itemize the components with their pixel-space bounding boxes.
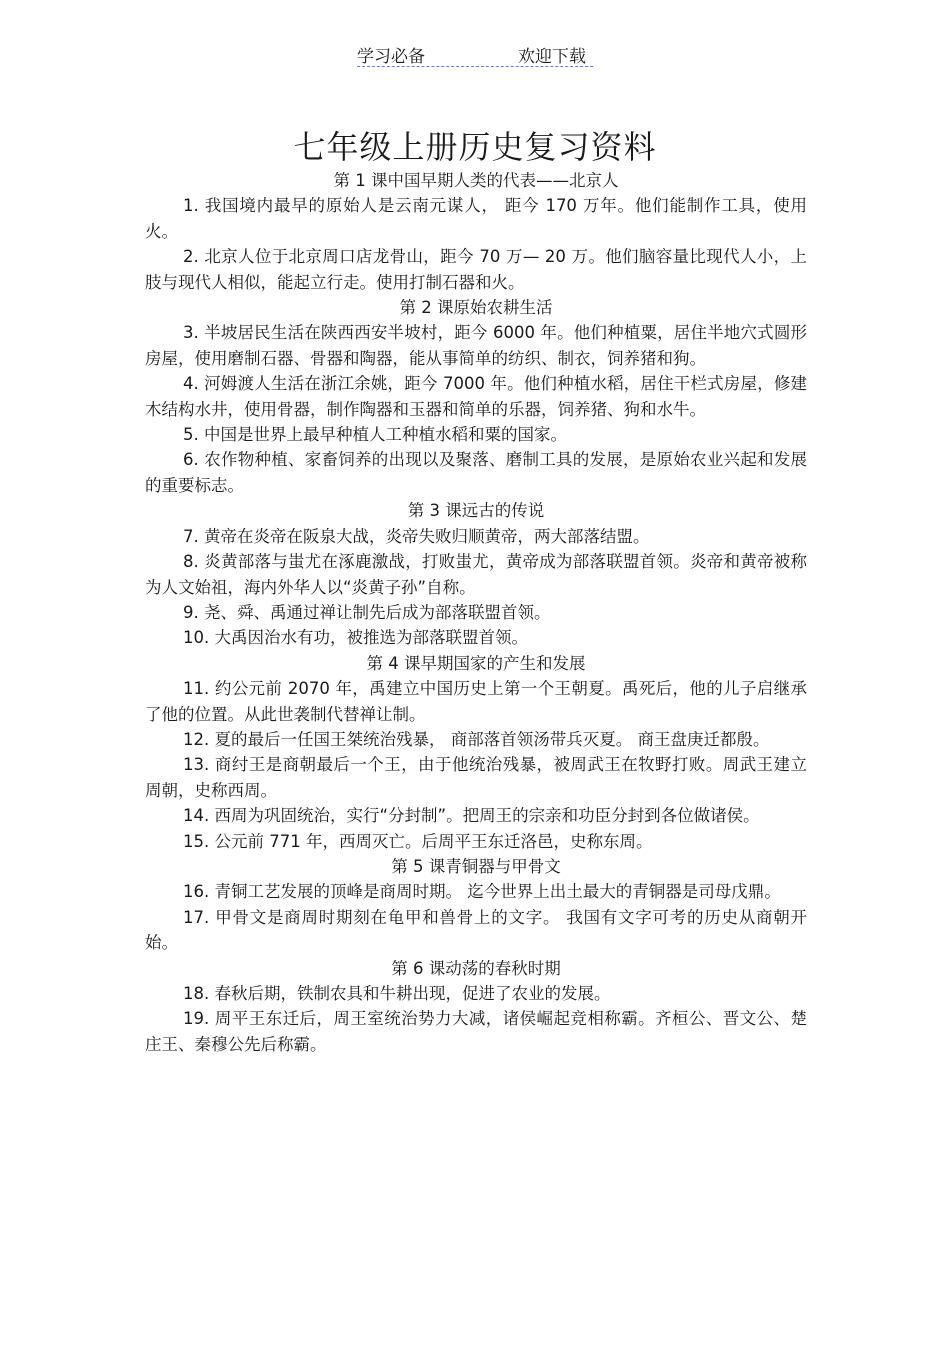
list-item: 7. 黄帝在炎帝在阪泉大战，炎帝失败归顺黄帝，两大部落结盟。 — [183, 526, 650, 546]
lesson-heading: 第 6 课动荡的春秋时期 — [391, 958, 561, 978]
list-item: 8. 炎黄部落与蚩尤在涿鹿激战，打败蚩尤，黄帝成为部落联盟首领。炎帝和黄帝被称为人文始祖，海内外华人以“炎黄子孙”自称。 — [145, 552, 807, 597]
lesson-heading: 第 5 课青铜器与甲骨文 — [391, 856, 561, 876]
lesson-heading: 第 2 课原始农耕生活 — [399, 298, 553, 318]
list-item: 5. 中国是世界上最早种植人工种植水稻和粟的国家。 — [183, 425, 567, 445]
list-item: 9. 尧、舜、禹通过禅让制先后成为部落联盟首领。 — [183, 602, 551, 622]
list-item: 3. 半坡居民生活在陕西西安半坡村，距今 6000 年。他们种植粟，居住半地穴式圆形房屋，使用磨制石器、骨器和陶器，能从事简单的纺织、制衣，饲养猪和狗。 — [145, 323, 807, 368]
list-item: 18. 春秋后期，铁制农具和牛耕出现，促进了农业的发展。 — [183, 984, 611, 1003]
page-header — [357, 40, 593, 67]
list-item: 13. 商纣王是商朝最后一个王，由于他统治残暴，被周武王在牧野打败。周武王建立周朝，史称西周。 — [145, 755, 807, 800]
list-item: 2. 北京人位于北京周口店龙骨山，距今 70 万— 20 万。他们脑容量比现代人小，上肢与现代人相似，能起立行走。使用打制石器和火。 — [145, 247, 807, 292]
list-item: 16. 青铜工艺发展的顶峰是商周时期。 迄今世界上出土最大的青铜器是司母戊鼎。 — [183, 882, 781, 902]
lesson-heading: 第 1 课中国早期人类的代表——北京人 — [333, 171, 619, 190]
list-item: 4. 河姆渡人生活在浙江余姚，距今 7000 年。他们种植水稻，居住干栏式房屋，修建木结构水井，使用骨器，制作陶器和玉器和简单的乐器，饲养猪、狗和水牛。 — [145, 374, 807, 419]
list-item: 6. 农作物种植、家畜饲养的出现以及聚落、磨制工具的发展，是原始农业兴起和发展的重要标志。 — [145, 450, 807, 495]
list-item: 11. 约公元前 2070 年，禹建立中国历史上第一个王朝夏。禹死后，他的儿子启继承了他的位置。从此世袭制代替禅让制。 — [145, 679, 807, 724]
document-title: 七年级上册历史复习资料 — [293, 128, 657, 166]
list-item: 12. 夏的最后一任国王桀统治残暴， 商部落首领汤带兵灭夏。 商王盘庚迁都殷。 — [183, 729, 770, 749]
list-item: 17. 甲骨文是商周时期刻在龟甲和兽骨上的文字。 我国有文字可考的历史从商朝开始。 — [145, 907, 807, 953]
lesson-heading: 第 3 课远古的传说 — [407, 501, 545, 521]
header-right-text: 欢迎下载 — [518, 47, 586, 67]
list-item: 14. 西周为巩固统治，实行“分封制”。把周王的宗亲和功臣分封到各位做诸侯。 — [183, 806, 760, 826]
header-left-text: 学习必备 — [357, 47, 425, 67]
list-item: 19. 周平王东迁后，周王室统治势力大减，诸侯崛起竞相称霸。齐桓公、晋文公、楚庄王、秦穆公先后称霸。 — [145, 1009, 807, 1054]
list-item: 1. 我国境内最早的原始人是云南元谋人， 距今 170 万年。他们能制作工具，使用火。 — [145, 196, 807, 241]
document-body — [145, 168, 807, 1057]
list-item: 15. 公元前 771 年，西周灭亡。后周平王东迁洛邑，史称东周。 — [183, 831, 653, 851]
list-item: 10. 大禹因治水有功，被推选为部落联盟首领。 — [183, 628, 528, 648]
lesson-heading: 第 4 课早期国家的产生和发展 — [366, 653, 586, 673]
